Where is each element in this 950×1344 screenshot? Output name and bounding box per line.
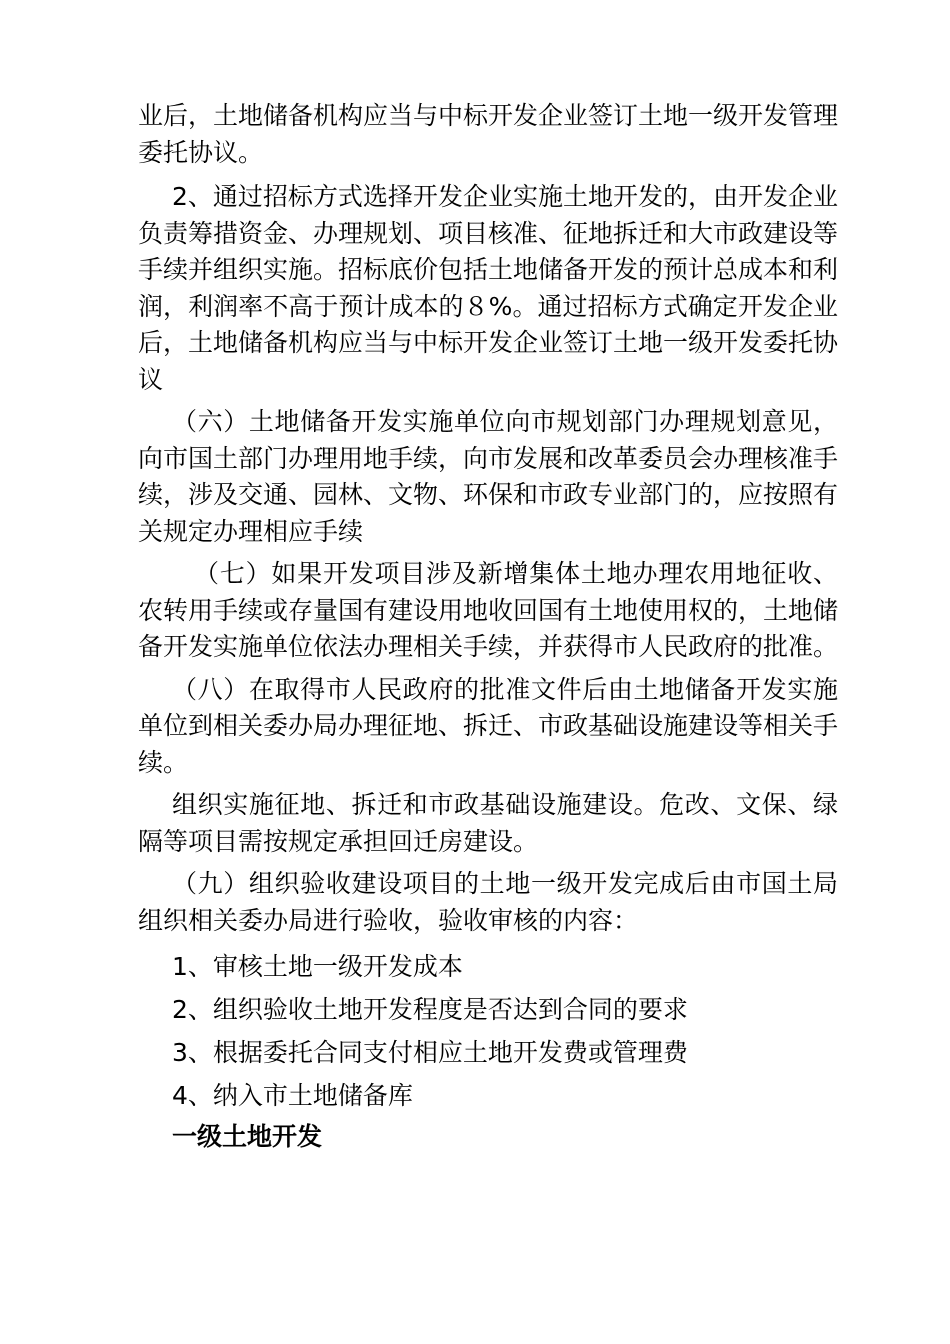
list-item: 4、纳入市土地储备库 (172, 1081, 413, 1110)
paragraph-tender-selection: 2、通过招标方式选择开发企业实施土地开发的，由开发企业负责筹措资金、办理规划、项目核准、征地拆迁和大市政建设等手续并组织实施。招标底价包括土地储备开发的预计总成本和利润，利润率不高于预计成本的８%。通过招标方式确定开发企业后，土地储备机构应当与中标开发企业签订土地一级开发委托协议 (138, 182, 839, 394)
list-item: 3、根据委托合同支付相应土地开发费或管理费 (172, 1038, 688, 1067)
list-item: 2、组织验收土地开发程度是否达到合同的要求 (172, 995, 688, 1024)
paragraph-section-six: （六）土地储备开发实施单位向市规划部门办理规划意见，向市国土部门办理用地手续，向市发展和改革委员会办理核准手续，涉及交通、园林、文物、环保和市政专业部门的，应按照有关规定办理相应手续 (138, 407, 839, 546)
paragraph-section-seven: （七）如果开发项目涉及新增集体土地办理农用地征收、农转用手续或存量国有建设用地收回国有土地使用权的，土地储备开发实施单位依法办理相关手续，并获得市人民政府的批准。 (138, 559, 839, 661)
list-item: 1、审核土地一级开发成本 (172, 952, 463, 981)
section-heading: 一级土地开发 (172, 1122, 323, 1151)
paragraph-continuation: 业后，土地储备机构应当与中标开发企业签订土地一级开发管理委托协议。 (138, 101, 839, 167)
acceptance-list (138, 949, 838, 1114)
paragraph-section-eight: （八）在取得市人民政府的批准文件后由土地储备开发实施单位到相关委办局办理征地、拆迁、市政基础设施建设等相关手续。 (138, 674, 839, 777)
paragraph-implementation: 组织实施征地、拆迁和市政基础设施建设。危改、文保、绿隔等项目需按规定承担回迁房建设。 (138, 790, 838, 856)
document-page (138, 98, 838, 1155)
paragraph-section-nine: （九）组织验收建设项目的土地一级开发完成后由市国土局组织相关委办局进行验收，验收审核的内容： (138, 869, 838, 935)
